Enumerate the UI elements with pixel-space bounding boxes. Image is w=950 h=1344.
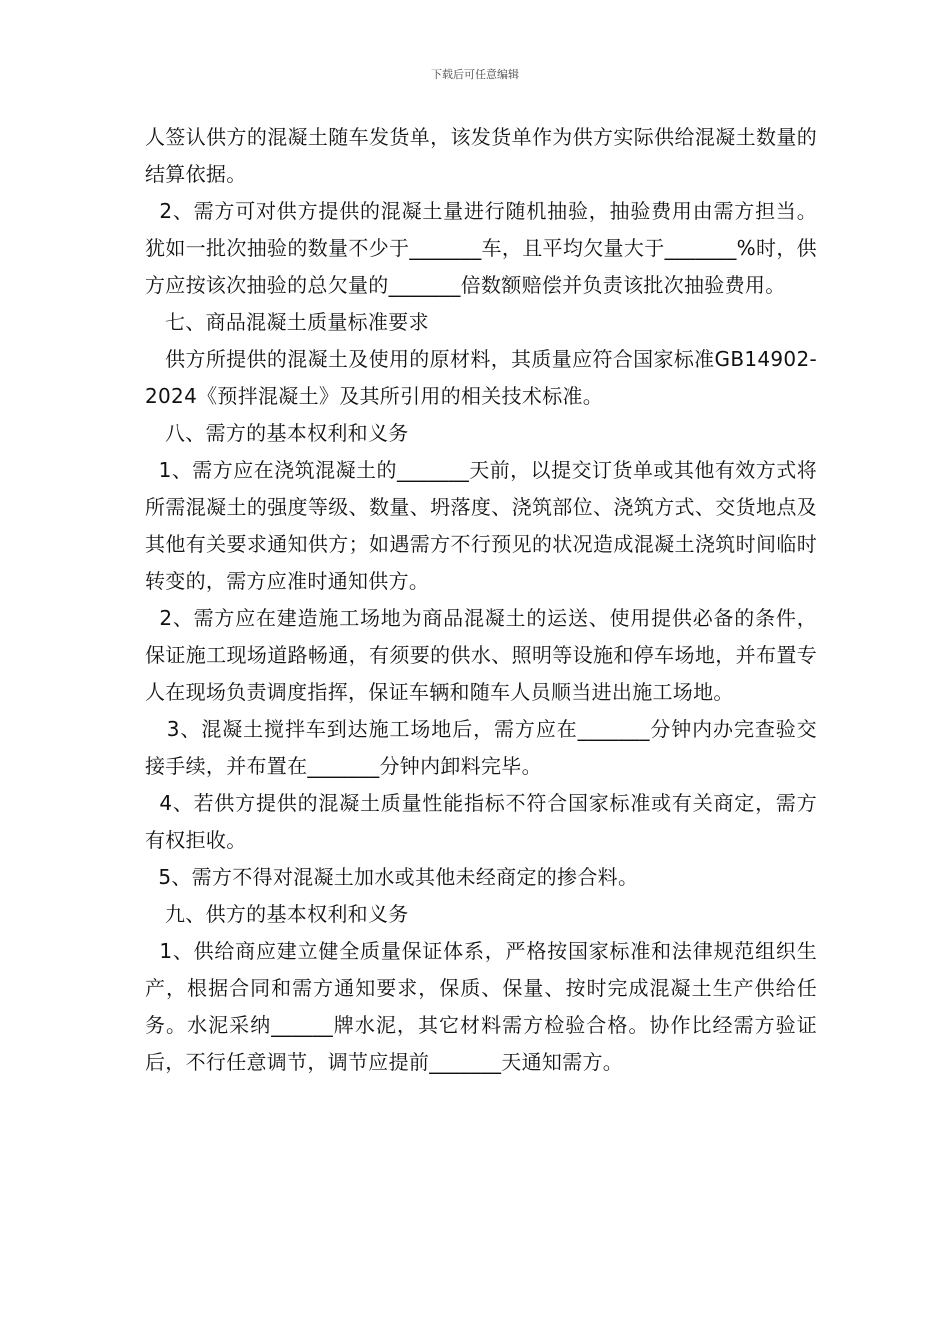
- paragraph-random-inspection: 2、需方可对供方提供的混凝土量进行随机抽验，抽验费用由需方担当。犹如一批次抽验的数量不少于_______车，且平均欠量大于_______%时，供方应按该次抽验的总欠量的_______倍数额赔偿并负责该批次抽验费用。: [145, 199, 817, 297]
- section-heading-buyer-rights: 八、需方的基本权利和义务: [145, 421, 409, 445]
- paragraph-delivery-note: 人签认供方的混凝土随车发货单，该发货单作为供方实际供给混凝土数量的结算依据。: [145, 125, 817, 186]
- paragraph-buyer-notice: 1、需方应在浇筑混凝土的_______天前，以提交订货单或其他有效方式将所需混凝土的强度等级、数量、坍落度、浇筑部位、浇筑方式、交货地点及其他有关要求通知供方；如遇需方不行预见的状况造成混凝土浇筑时间临时转变的，需方应准时通知供方。: [145, 458, 817, 593]
- paragraph-unloading-time: 3、混凝土搅拌车到达施工场地后，需方应在_______分钟内办完查验交接手续，并布置在_______分钟内卸料完毕。: [145, 717, 817, 778]
- paragraph-buyer-site-conditions: 2、需方应在建造施工场地为商品混凝土的运送、使用提供必备的条件，保证施工现场道路畅通，有须要的供水、照明等设施和停车场地，并布置专人在现场负责调度指挥，保证车辆和随车人员顺当进出施工场地。: [145, 606, 817, 704]
- paragraph-right-to-reject: 4、若供方提供的混凝土质量性能指标不符合国家标准或有关商定，需方有权拒收。: [145, 791, 817, 852]
- paragraph-quality-standard: 供方所提供的混凝土及使用的原材料，其质量应符合国家标准GB14902-2024《预拌混凝土》及其所引用的相关技术标准。: [145, 347, 817, 408]
- paragraph-no-additives: 5、需方不得对混凝土加水或其他未经商定的掺合料。: [145, 865, 639, 889]
- page-header: 下载后可任意编辑: [431, 68, 519, 81]
- section-heading-quality-standard: 七、商品混凝土质量标准要求: [145, 310, 429, 334]
- section-heading-supplier-rights: 九、供方的基本权利和义务: [145, 902, 409, 926]
- document-body: [145, 119, 817, 1081]
- paragraph-supplier-quality-system: 1、供给商应建立健全质量保证体系，严格按国家标准和法律规范组织生产，根据合同和需方通知要求，保质、保量、按时完成混凝土生产供给任务。水泥采纳______牌水泥，其它材料需方检验合格。协作比经需方验证后，不行任意调节，调节应提前_______天通知需方。: [145, 939, 817, 1074]
